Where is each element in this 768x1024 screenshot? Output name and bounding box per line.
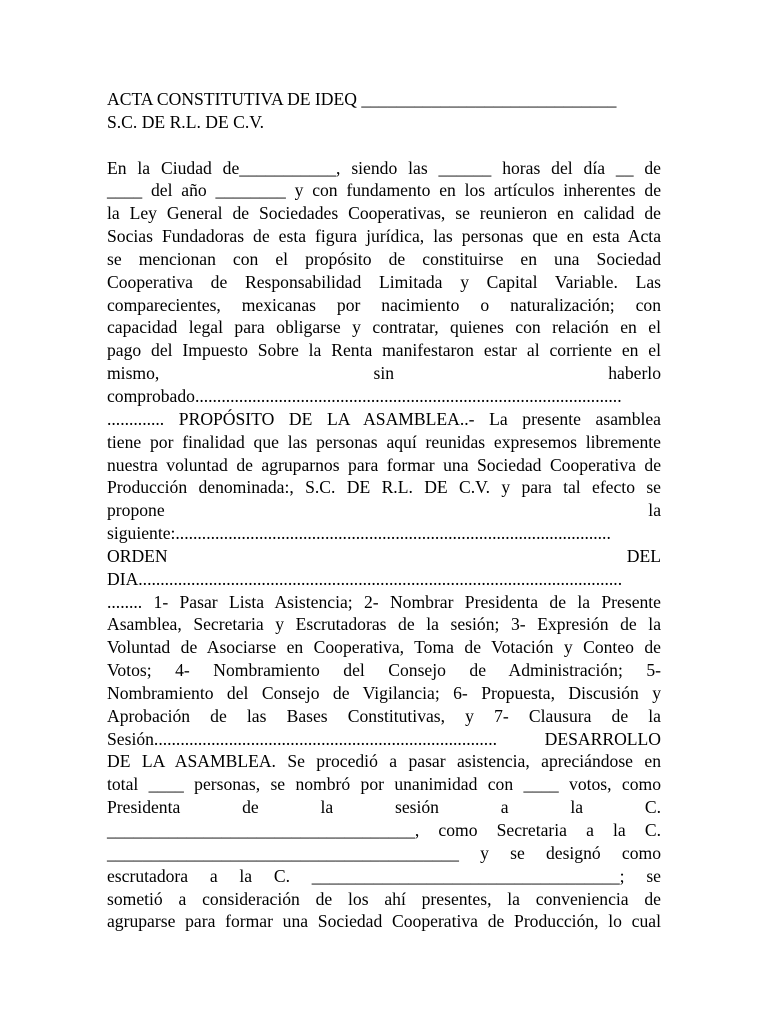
body-line: ............. PROPÓSITO DE LA ASAMBLEA..- La presente asamblea bbox=[107, 408, 661, 429]
body-line: la Ley General de Sociedades Cooperativas, se reunieron en calidad de bbox=[107, 203, 661, 224]
body-line: nuestra voluntad de agruparnos para formar una Sociedad Cooperativa de bbox=[107, 454, 661, 475]
body-line: ........ 1- Pasar Lista Asistencia; 2- Nombrar Presidenta de la Presente bbox=[107, 591, 661, 612]
body-line: Aprobación de las Bases Constitutivas, y 7- Clausura de la bbox=[107, 705, 661, 726]
document-title-line-1: ACTA CONSTITUTIVA DE IDEQ _____________________________ bbox=[107, 89, 617, 109]
body-line: mismo, sin haberlo bbox=[107, 363, 661, 384]
document-title-line-2: S.C. DE R.L. DE C.V. bbox=[107, 111, 265, 132]
body-line: escrutadora a la C. ___________________________________; se bbox=[107, 865, 661, 886]
body-line: siguiente:................................................................................................... bbox=[107, 523, 611, 544]
document-page bbox=[107, 88, 661, 933]
body-line: Presidenta de la sesión a la C. bbox=[107, 797, 661, 818]
document-body bbox=[107, 157, 661, 934]
body-line: Nombramiento del Consejo de Vigilancia; 6- Propuesta, Discusión y bbox=[107, 682, 661, 703]
body-line: pago del Impuesto Sobre la Renta manifestaron estar al corriente en el bbox=[107, 340, 661, 361]
body-line: ___________________________________, como Secretaria a la C. bbox=[107, 820, 661, 840]
body-line: En la Ciudad de___________, siendo las ______ horas del día __ de bbox=[107, 157, 661, 178]
body-line: total ____ personas, se nombró por unanimidad con ____ votos, como bbox=[107, 774, 661, 795]
body-line: DE LA ASAMBLEA. Se procedió a pasar asistencia, apreciándose en bbox=[107, 751, 661, 772]
body-line: Sesión.............................................................................. DESARROLLO bbox=[107, 728, 661, 749]
body-line: DIA.............................................................................................................. bbox=[107, 568, 623, 589]
body-line: Votos; 4- Nombramiento del Consejo de Administración; 5- bbox=[107, 660, 661, 681]
body-line: ________________________________________ y se designó como bbox=[107, 842, 661, 863]
body-line: Cooperativa de Responsabilidad Limitada y Capital Variable. Las bbox=[107, 271, 661, 292]
body-line: se mencionan con el propósito de constituirse en una Sociedad bbox=[107, 248, 661, 269]
body-line: Producción denominada:, S.C. DE R.L. DE C.V. y para tal efecto se bbox=[107, 477, 661, 498]
body-line: comparecientes, mexicanas por nacimiento o naturalización; con bbox=[107, 294, 661, 315]
body-line: agruparse para formar una Sociedad Cooperativa de Producción, lo cual bbox=[107, 911, 661, 932]
body-line: propone la bbox=[107, 500, 661, 521]
body-line: Voluntad de Asociarse en Cooperativa, Toma de Votación y Conteo de bbox=[107, 637, 661, 658]
body-line: capacidad legal para obligarse y contratar, quienes con relación en el bbox=[107, 317, 661, 338]
body-line: sometió a consideración de los ahí presentes, la conveniencia de bbox=[107, 888, 661, 909]
body-line: Asamblea, Secretaria y Escrutadoras de la sesión; 3- Expresión de la bbox=[107, 614, 661, 635]
body-line: tiene por finalidad que las personas aquí reunidas expresemos libremente bbox=[107, 431, 661, 452]
body-line: Socias Fundadoras de esta figura jurídica, las personas que en esta Acta bbox=[107, 226, 661, 247]
body-line: ORDEN DEL bbox=[107, 545, 661, 566]
body-line: ____ del año ________ y con fundamento en los artículos inherentes de bbox=[107, 180, 661, 201]
body-line: comprobado................................................................................................. bbox=[107, 385, 622, 406]
